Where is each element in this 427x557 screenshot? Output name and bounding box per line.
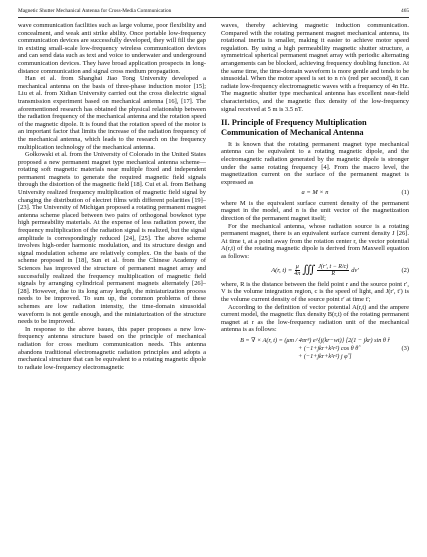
- fraction-denominator: 4π: [294, 271, 301, 278]
- header-rule: [18, 17, 409, 18]
- body-paragraph: waves, thereby achieving magnetic induction communication. Compared with the rotating permanent magnet mechanical antenna, its rotational inertia is smaller, making it easier to achieve motor speed regulation. By using a high permeability magnetic shutter structure, a symmetrical spherical permanent magnet array with periodic alternating arrangements can be blocked, achieving frequency doubling function. At the same time, the time-domain waveform is more gentle and tends to be sinusoidal. When the motor speed is set to n r/s (red per second), it can radiate low-frequency electromagnetic waves with a frequency of 4n Hz. The magnetic shutter type mechanical antenna has excellent near-field characteristics, and the magnetic flux density of the low-frequency signal received at 5 m is 3.5 nT.: [221, 22, 409, 113]
- body-paragraph: Han et al. from Shanghai Jiao Tong University developed a mechanical antenna on the basis of three-phase induction motor [15]; Liu et al. from Xidian University carried out the cross dielectric signal transmission experiment based on mechanical antenna [16], [17]. The aforementioned research has obtained the physical relationship between the radiation frequency of the mechanical antenna and the rotation speed of the magnetic dipole. It is found that the rotation speed of the motor is an important factor that limits the increase of the radiation frequency of the mechanical antenna, which leads to the research on the frequency multiplication technology of the mechanical antenna.: [18, 75, 206, 151]
- fraction: [317, 264, 349, 278]
- left-column: [18, 22, 206, 371]
- section-heading: II. Principle of Frequency Multiplication Communication of Mechanical Antenna: [221, 118, 367, 137]
- equation-1-body: a = M × n: [301, 189, 329, 197]
- running-title: Magnetic Shutter Mechanical Antenna for Cross-Media Communication: [18, 8, 172, 14]
- body-paragraph: It is known that the rotating permanent magnet type mechanical antenna can be equivalent to a rotating magnetic dipole, and the electromagnetic radiation generated by the magnetic dipole is stronger under the same rotating frequency [4]. From the macro level, the magnetization current on the surface of the permanent magnet is expressed as: [221, 140, 409, 186]
- equation-number: (1): [401, 189, 409, 197]
- integral-sign: ∭: [302, 263, 316, 276]
- equation-2-lhs: A(r, t) =: [271, 266, 293, 274]
- running-head: [18, 8, 409, 15]
- fraction-numerator: μ: [295, 263, 299, 270]
- body-paragraph: Gołkowski et al. from the University of Colorado in the United States proposed a new permanent magnet type mechanical antenna scheme—rotating soft magnetic materials near multiple fixed and independent permanent magnets to generate the required magnetic field signals through the distortion of the magnetic field [18]. Cui et al. from Beihang University realized frequency multiplication of magnetic field signal by changing the distribution of electret films with different polarities [19]–[23]. The University of Michigan proposed a rotating permanent magnet antenna scheme placed between two pairs of orthogonal bowknot type high permeability materials. At the expense of less radiation power, the frequency multiplication of the radiation signal is realized, but the signal amplitude is correspondingly reduced [24], [25]. The above scheme involves high-order harmonic modulation, and its structure design and signal modulation scheme are relatively complex. On the basis of the scheme proposed in [18], Sun et al. from the Chinese Academy of Sciences has improved the structure of permanent magnet array and successfully realized the frequency multiplication of magnetic field signals by arranging cylindrical permanent magnets alternately [26]–[28]. However, due to its long array length, the miniaturization process needs to be improved. To sum up, the common problems of these schemes are low radiation intensity, the time-domain sinusoidal waveform is not gentle enough, and the miniaturization of the structure needs to be improved.: [18, 151, 206, 326]
- body-paragraph: For the mechanical antenna, whose radiation source is a rotating permanent magnet, there is an equivalent surface current density J [26]. At time t, at a point away from the rotation center r, the vector potential A(r,t) of the rotating magnetic dipole is derived from Maxwell equation as follows:: [221, 222, 409, 261]
- body-paragraph: According to the definition of vector potential A(r,t) and the ampere current model, the magnetic flux density B(r,t) of the rotating permanent magnet at r as the low-frequency radiation unit of the mechanical antenna is as follows:: [221, 303, 409, 334]
- equation-number: (2): [401, 266, 409, 274]
- fraction-denominator: R: [331, 271, 336, 278]
- page-number: 465: [401, 8, 409, 14]
- fraction: [294, 264, 300, 278]
- fraction-numerator: J(r′, t − R/c): [318, 263, 349, 270]
- equation-number: (3): [401, 345, 409, 353]
- right-column: [221, 22, 409, 364]
- equation-3: [221, 337, 409, 361]
- equation-line: B = ∇ × A(r, t) = (μm / 4πr³) e^{j(kr−wt)} [2(1 − jkr) sin θ r̂: [240, 336, 390, 344]
- body-paragraph: where, R is the distance between the field point r and the source point r′, V is the volume integration region, c is the speed of light, and J(r′, t′) is the volume current density of the source point r′ at time t′;: [221, 280, 409, 303]
- body-paragraph: where M is the equivalent surface current density of the permanent magnet in the model, and n is the unit vector of the magnetization direction of the permanent magnet itself;: [221, 199, 409, 223]
- differential: dv′: [351, 266, 359, 274]
- equation-3-body: [240, 337, 390, 361]
- equation-line: + (−1+jkr+k²r²) cos θ θ̂: [298, 344, 359, 352]
- equation-2-body: [271, 264, 359, 278]
- body-paragraph: wave communication facilities such as large volume, poor flexibility and concealment, and weak anti strike ability. Once portable low-frequency communication devices are successfully developed, they will fill the gap in existing small-scale low-frequency wireless communication devices and can send data such as text and voice to underwater and underground communication devices. They have broad application prospects in long-distance communication and signal cross medium propagation.: [18, 22, 206, 75]
- equation-2: [221, 264, 409, 278]
- equation-1: [221, 189, 409, 197]
- equation-line: + (−1+jkr+k²r²) j φ̂ ]: [298, 352, 352, 360]
- body-paragraph: In response to the above issues, this paper proposes a new low-frequency antenna structure based on the principle of mechanical radiation for cross medium communication needs. This antenna abandons traditional electromagnetic radiation principles and adopts a mechanical structure that can be equivalent to a rotating magnetic dipole to radiate low-frequency electromagnetic: [18, 325, 206, 371]
